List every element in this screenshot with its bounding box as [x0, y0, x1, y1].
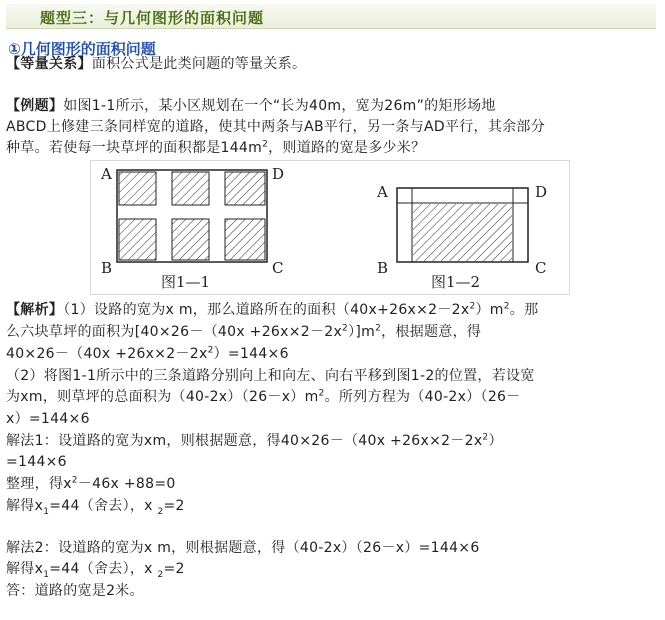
- fig1-label-d: D: [272, 165, 285, 183]
- analysis-line-1: 【解析】（1）设路的宽为x m，那么道路所在的面积$(40x+26x\times 2-2x^2)m^2$。那: [6, 301, 539, 318]
- fig2-label-a: A: [377, 183, 388, 201]
- subsection-title: ①几何图形的面积问题: [8, 40, 156, 58]
- fig1-label-a: A: [101, 165, 112, 183]
- analysis-line-3: $40\times 26-(40x +26x\times 2-2x^2)=144\times 6$: [6, 345, 289, 362]
- equal-relation-tag: 【等量关系】: [6, 56, 92, 72]
- example-tag: 【例题】: [6, 98, 64, 114]
- example-line-3: 种草。若使每一块草坪的面积都是$144m^2$，则道路的宽是多少米？: [6, 139, 426, 156]
- example-line-1: 【例题】如图1-1所示，某小区规划在一个“长为40m，宽为26m”的矩形场地: [6, 98, 496, 114]
- equal-relation-text: 面积公式是此类问题的等量关系。: [91, 56, 307, 72]
- analysis-line-6: x）=144×6: [6, 411, 90, 427]
- solution1-line-2: =144×6: [6, 454, 67, 470]
- analysis-line-4: （2）将图1-1所示中的三条道路分别向上和向左、向右平移到图1-2的位置，若设宽: [6, 368, 535, 384]
- analysis-line-2: 么六块草坪的面积为$[40\times 26-(40x +26x\times 2-2x^2)]m^2$，根据题意，得: [6, 323, 482, 340]
- figure-panel: [90, 160, 570, 295]
- equal-relation-line: [6, 54, 306, 74]
- fig2-label-b: B: [377, 259, 389, 277]
- fig1-label-c: C: [272, 259, 284, 277]
- solution2-line-2: 解得$x_1=44$（舍去），x $_2$=2: [6, 561, 185, 580]
- solution1-line-1: 解法1：设道路的宽为xm，则根据题意，得$40\times 26-(40x +26x\times 2-2x^2)$: [6, 432, 503, 449]
- fig2-caption: 图1—2: [431, 273, 481, 291]
- fig2-label-d: D: [535, 183, 548, 201]
- fig2-label-c: C: [535, 259, 547, 277]
- figure-1-1: [100, 165, 284, 291]
- answer-line: 答：道路的宽是2米。: [6, 583, 144, 599]
- section-banner: [6, 4, 656, 29]
- fig1-label-b: B: [101, 259, 113, 277]
- banner-title: 题型三：与几何图形的面积问题: [40, 9, 265, 27]
- figure-1-2: [376, 183, 547, 291]
- analysis-line-5: 为xm，则草坪的总面积为$(40-2x)(26-x)m^2$。所列方程为（40-2x）（26－: [6, 388, 521, 405]
- solution1-line-3: 整理，得$x^2-46x +88=0$: [6, 475, 176, 492]
- solution1-line-4: 解得$x_1=44$（舍去），x $_2$=2: [6, 498, 185, 517]
- solution2-line-1: 解法2：设道路的宽为x m，则根据题意，得（40-2x）（26－x）=144×6: [6, 540, 480, 556]
- fig1-caption: 图1—1: [161, 273, 211, 291]
- analysis-tag: 【解析】: [6, 302, 64, 318]
- example-line-2: ABCD上修建三条同样宽的道路，使其中两条与AB平行，另一条与AD平行，其余部分: [6, 119, 546, 135]
- figure-svg: [91, 161, 569, 294]
